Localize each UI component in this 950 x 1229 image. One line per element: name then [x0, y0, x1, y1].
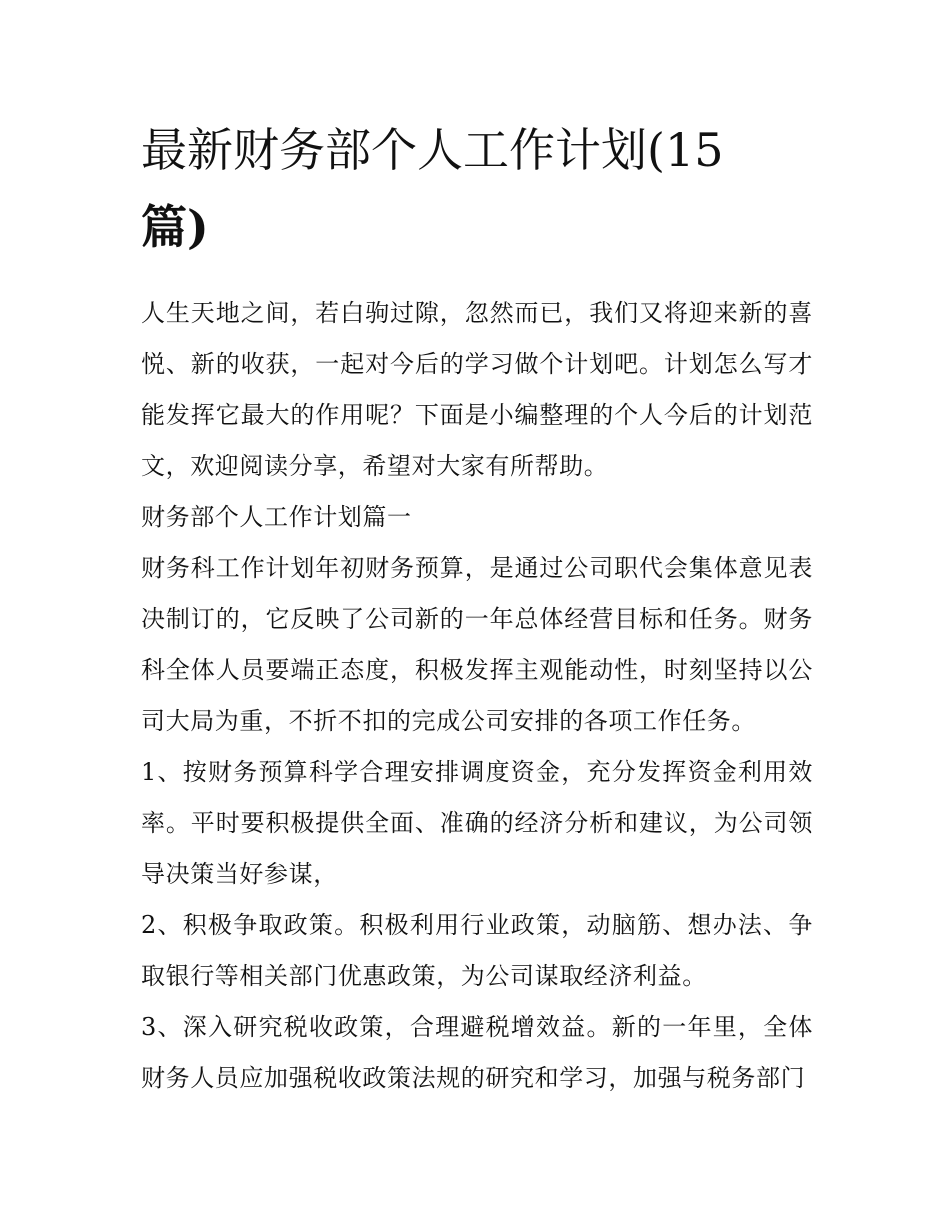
title-main: 最新财务部个人工作计划(15 — [141, 123, 724, 177]
list-item-3: 3、深入研究税收政策，合理避税增效益。新的一年里，全体财务人员应加强税收政策法规的研究和学习，加强与税务部门 — [141, 1013, 813, 1092]
document-body — [141, 288, 813, 1104]
body-paragraph: 财务科工作计划年初财务预算，是通过公司职代会集体意见表决制订的，它反映了公司新的一年总体经营目标和任务。财务科全体人员要端正态度，积极发挥主观能动性，时刻坚持以公司大局为重，不折不扣的完成公司安排的各项工作任务。 — [141, 554, 813, 735]
list-item-2: 2、积极争取政策。积极利用行业政策，动脑筋、想办法、争取银行等相关部门优惠政策，为公司谋取经济利益。 — [141, 911, 813, 990]
document-content — [141, 112, 813, 1104]
list-item-1: 1、按财务预算科学合理安排调度资金，充分发挥资金利用效率。平时要积极提供全面、准确的经济分析和建议，为公司领导决策当好参谋， — [141, 758, 813, 888]
intro-paragraph: 人生天地之间，若白驹过隙，忽然而已，我们又将迎来新的喜悦、新的收获，一起对今后的学习做个计划吧。计划怎么写才能发挥它最大的作用呢？下面是小编整理的个人今后的计划范文，欢迎阅读分享，希望对大家有所帮助。 — [141, 299, 813, 480]
section-heading: 财务部个人工作计划篇一 — [141, 503, 412, 531]
title-tail: 篇) — [141, 200, 209, 254]
document-title — [141, 112, 813, 266]
